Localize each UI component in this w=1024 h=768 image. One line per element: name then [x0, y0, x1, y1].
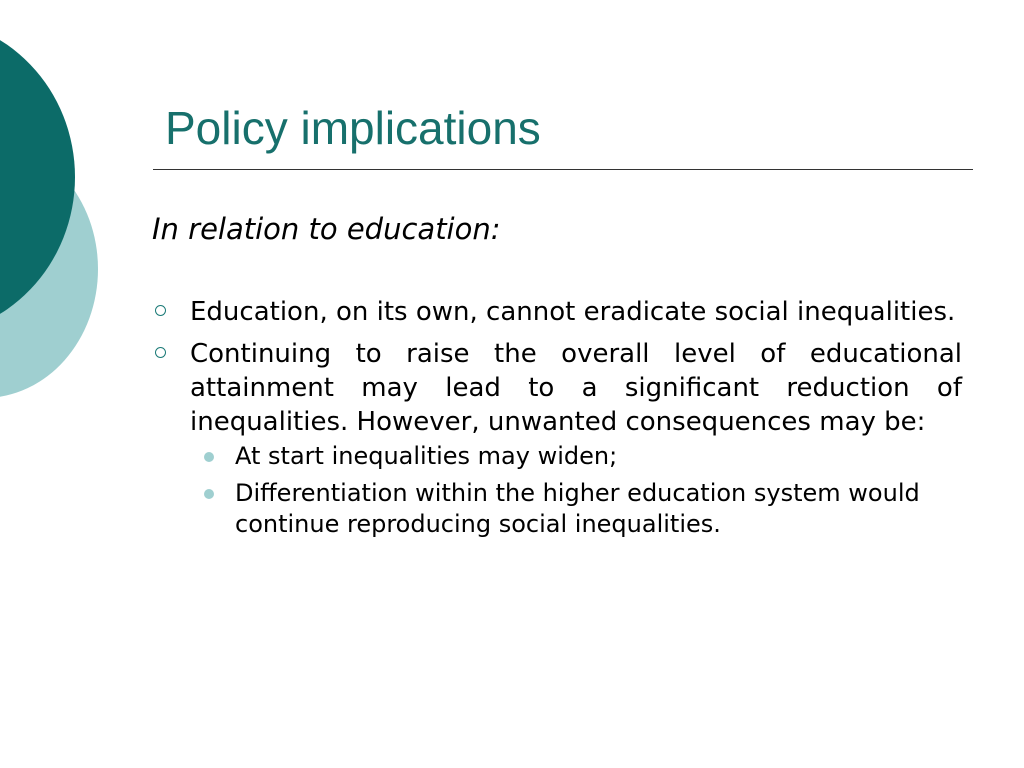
bullet-text: Continuing to raise the overall level of educational attainment may lead to a significant reduction of inequalities. However, unwanted consequences may be: — [190, 339, 962, 437]
sub-bullet-item — [152, 441, 962, 472]
hollow-circle-bullet-icon — [155, 305, 166, 316]
sub-bullet-text: Differentiation within the higher education system would continue reproducing social inequalities. — [235, 479, 920, 538]
bullet-item — [152, 337, 962, 540]
bullet-text: Education, on its own, cannot eradicate social inequalities. — [190, 297, 956, 327]
hollow-circle-bullet-icon — [155, 347, 166, 358]
title-divider — [153, 169, 973, 170]
filled-dot-bullet-icon — [204, 452, 214, 462]
sub-bullet-item — [152, 478, 962, 540]
bullet-list — [152, 295, 962, 548]
sub-bullet-list — [152, 441, 962, 540]
bullet-item — [152, 295, 962, 329]
slide-title: Policy implications — [165, 102, 541, 154]
filled-dot-bullet-icon — [204, 489, 214, 499]
slide-subheading: In relation to education: — [152, 212, 501, 246]
sub-bullet-text: At start inequalities may widen; — [235, 442, 618, 470]
